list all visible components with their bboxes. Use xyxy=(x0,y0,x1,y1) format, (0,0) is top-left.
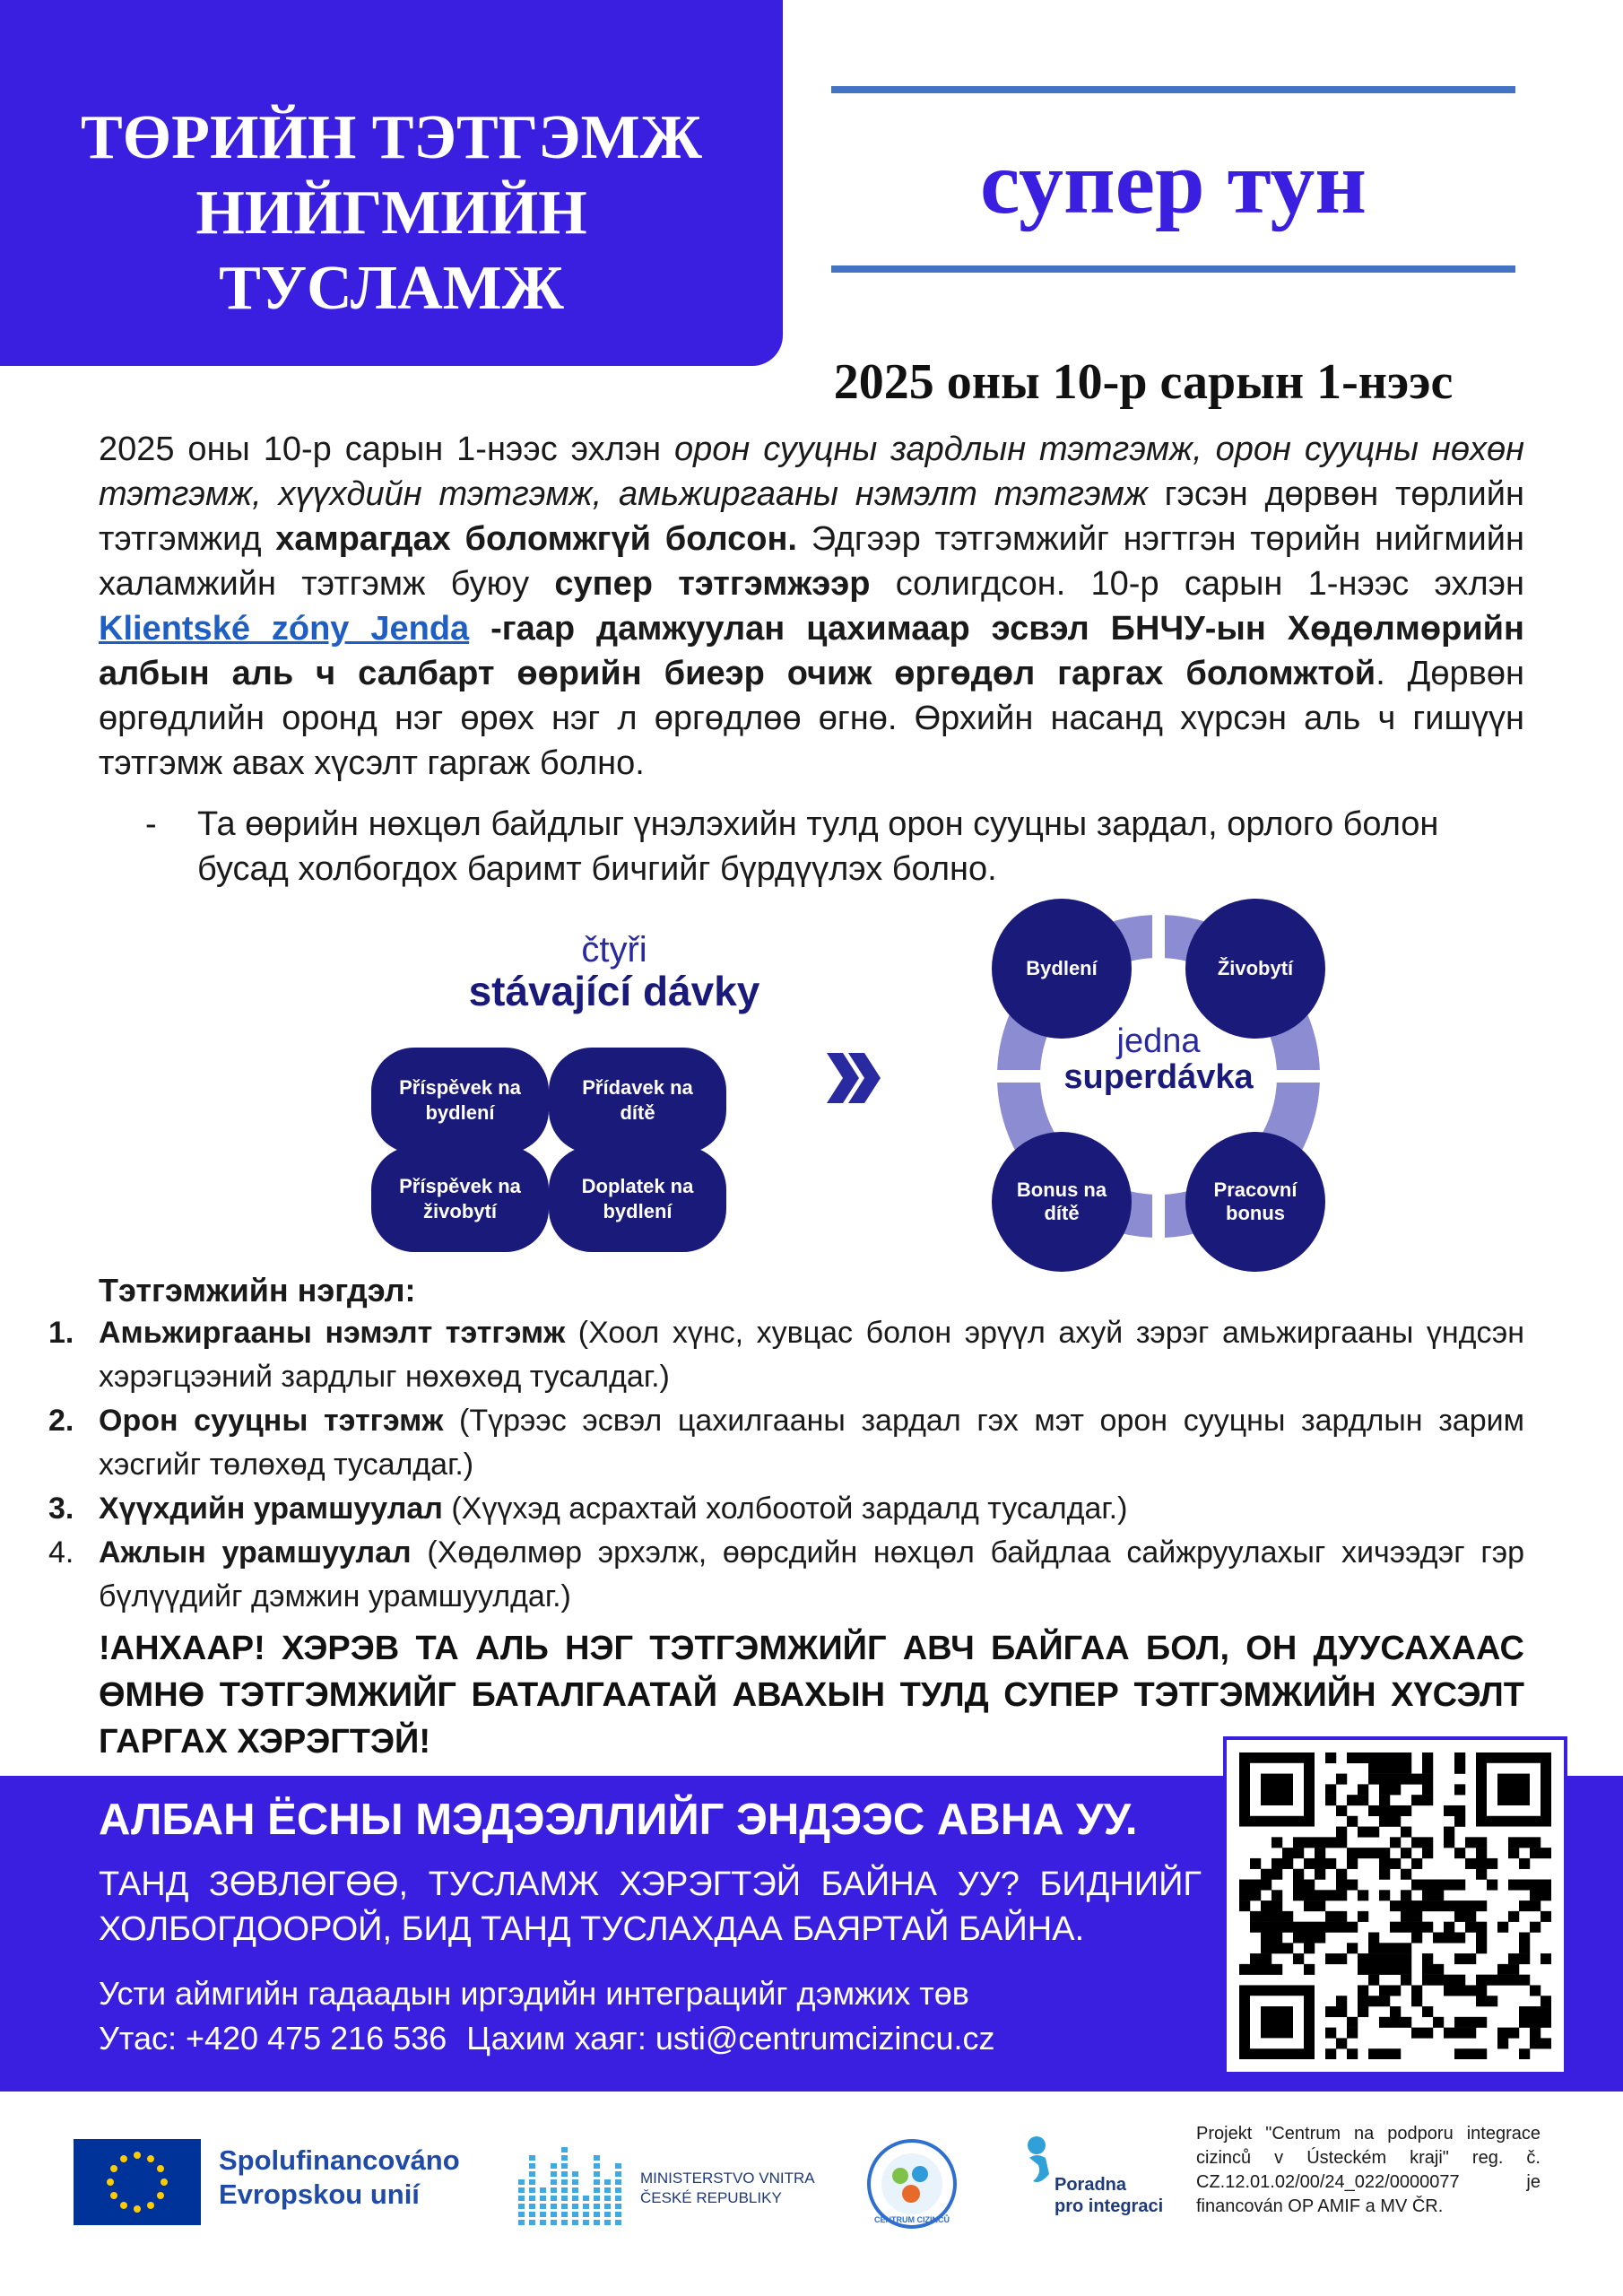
intro-super-benefit: супер тэтгэмжээр xyxy=(554,565,871,603)
date-heading: 2025 оны 10-р сарын 1-нээс xyxy=(833,354,1454,410)
double-chevron-right-icon xyxy=(827,1049,882,1107)
intro-text-a: 2025 оны 10-р сарын 1-нээс эхлэн xyxy=(99,430,675,468)
list-item xyxy=(0,1487,1524,1531)
bullet-text: Та өөрийн нөхцөл байдлыг үнэлэхийн тулд орон сууцны зардал, орлого болон бусад холбогдох баримт бичгийг бүрдүүлэх болно. xyxy=(197,805,1439,888)
organization-name: Усти аймгийн гадаадын иргэдийн интеграцийг дэмжих төв xyxy=(99,1975,969,2012)
list-item xyxy=(0,1531,1524,1619)
components-title: Тэтгэмжийн нэгдэл: xyxy=(99,1272,416,1309)
list-item-title: Хүүхдийн урамшуулал xyxy=(99,1492,443,1526)
intro-application-info: -гаар дамжуулан цахимаар эсвэл БНЧУ-ын Хөдөлмөрийн албын аль ч салбарт өөрийн биеэр очиж өргөдөл гаргах боломжтой xyxy=(99,610,1524,692)
list-text xyxy=(99,1311,1524,1399)
title-line-2: НИЙГМИЙН xyxy=(195,178,587,248)
list-text xyxy=(99,1487,1524,1531)
pill-prispevek-zivobyti xyxy=(371,1146,549,1252)
phone-number: Утас: +420 475 216 536 xyxy=(99,2020,447,2057)
pill-label: Přídavek na dítě xyxy=(582,1076,693,1124)
circle-label: Bydlení xyxy=(1026,957,1098,979)
page-title xyxy=(0,100,783,326)
intro-text-c: гэсэн дөрвөн төрлийн тэтгэмжид xyxy=(99,475,1524,558)
list-item-title: Ажлын урамшуулал xyxy=(99,1535,412,1570)
intro-not-eligible: хамрагдах боломжгүй болсон. xyxy=(275,520,797,558)
diagram-center-subtitle: jedna xyxy=(1116,1022,1201,1060)
list-item-desc: (Түрээс эсвэл цахилгааны зардал гэх мэт орон сууцны зардлын зарим хэсгийг төлөхөд тусалдаг.) xyxy=(99,1404,1524,1482)
list-item xyxy=(0,1399,1524,1487)
list-item-title: Амьжиргааны нэмэлт тэтгэмж xyxy=(99,1316,566,1350)
qr-code[interactable] xyxy=(1223,1736,1567,2075)
list-number: 1. xyxy=(48,1316,74,1350)
diagram-center-title: superdávka xyxy=(1063,1058,1254,1096)
eu-line-1: Spolufinancováno xyxy=(219,2144,460,2176)
intro-benefits-list: орон сууцны зардлын тэтгэмж, орон сууцны нөхөн тэтгэмж, хүүхдийн тэтгэмж, амьжиргааны нэмэлт тэтгэмж xyxy=(99,430,1524,513)
qr-code-icon xyxy=(1239,1752,1551,2059)
help-text: ТАНД ЗӨВЛӨГӨӨ, ТУСЛАМЖ ХЭРЭГТЭЙ БАЙНА УУ? БИДНИЙГ ХОЛБОГДООРОЙ, БИД ТАНД ТУСЛАХДАА БАЯРТАЙ БАЙНА. xyxy=(99,1866,1202,1948)
list-item-title: Орон сууцны тэтгэмж xyxy=(99,1404,444,1438)
ministry-logo-icon xyxy=(515,2139,628,2225)
title-line-3: ТУСЛАМЖ xyxy=(219,254,564,323)
ministry-line-2: ČESKÉ REPUBLIKY xyxy=(640,2189,782,2206)
circle-pracovni-bonus xyxy=(1185,1132,1325,1272)
intro-bullet xyxy=(145,802,1490,891)
pill-label: Příspěvek na živobytí xyxy=(399,1175,521,1222)
list-text xyxy=(99,1399,1524,1487)
bullet-dash: - xyxy=(145,805,157,843)
pill-pridavek-dite xyxy=(549,1048,726,1153)
circle-label: Bonus na dítě xyxy=(1016,1178,1107,1224)
ministry-name xyxy=(640,2169,815,2208)
intro-text-g: солигдсон. 10-р сарын 1-нээс эхлэн xyxy=(870,565,1524,603)
list-number: 2. xyxy=(48,1404,74,1438)
intro-text-e: Эдгээр тэтгэмжийг нэгтгэн төрийн нийгмийн халамжийн тэтгэмж буюу xyxy=(99,520,1524,603)
intro-paragraph xyxy=(99,427,1524,786)
brand-rule-top xyxy=(831,86,1515,93)
title-line-1: ТӨРИЙН ТЭТГЭМЖ xyxy=(81,103,702,172)
poradna-line-1: Poradna xyxy=(1055,2175,1127,2195)
eu-line-2: Evropskou unií xyxy=(219,2179,420,2210)
pill-prispevek-bydleni xyxy=(371,1048,549,1153)
circle-bonus-na-dite xyxy=(992,1132,1132,1272)
list-item-desc: (Хоол хүнс, хувцас болон эрүүл ахуй зэрэг амьжиргааны үндсэн хэрэгцээний зардлыг нөхөхөд тусалдаг.) xyxy=(99,1316,1524,1394)
list-number: 3. xyxy=(48,1492,74,1526)
poradna-name xyxy=(1055,2174,1163,2217)
list-item xyxy=(0,1311,1524,1399)
eu-flag-icon xyxy=(74,2139,201,2225)
components-list xyxy=(0,1311,1524,1619)
centrum-cizincu-label: CENTRUM CIZINCŮ xyxy=(874,2215,950,2224)
brand-rule-bottom xyxy=(831,265,1515,273)
circle-zivobyti xyxy=(1185,899,1325,1039)
project-funding-note: Projekt "Centrum na podporu integrace cizinců v Ústeckém kraji" reg. č. CZ.12.01.02/00/24_022/0000077 je financován OP AMIF a MV ČR. xyxy=(1196,2124,1541,2216)
pill-label: Doplatek na bydlení xyxy=(581,1175,694,1222)
centrum-cizincu-logo-icon xyxy=(866,2138,958,2230)
klientske-zony-link[interactable]: Klientské zóny Jenda xyxy=(99,610,470,648)
circle-bydleni xyxy=(992,899,1132,1039)
diagram-left-subtitle: čtyři xyxy=(581,930,647,970)
intro-text-i: . Дөрвөн өргөдлийн оронд нэг өрөх нэг л өргөдлөө өгнө. Өрхийн насанд хүрсэн аль ч гишүүн тэтгэмж авах хүсэлт гаргаж болно. xyxy=(99,655,1524,782)
email-address[interactable]: Цахим хаяг: usti@centrumcizincu.cz xyxy=(466,2020,995,2057)
poradna-line-2: pro integraci xyxy=(1055,2196,1164,2216)
pill-doplatek-bydleni xyxy=(549,1146,726,1252)
warning-notice: !АНХААР! ХЭРЭВ ТА АЛЬ НЭГ ТЭТГЭМЖИЙГ АВЧ БАЙГАА БОЛ, ОН ДУУСАХААС ӨМНӨ ТЭТГЭМЖИЙГ БАТАЛГААТАЙ АВАХЫН ТУЛД СУПЕР ТЭТГЭМЖИЙН ХҮСЭЛТ ГАРГАХ ХЭРЭГТЭЙ! xyxy=(99,1630,1524,1761)
contact-line xyxy=(99,2018,1014,2059)
circle-label: Živobytí xyxy=(1217,957,1294,979)
eu-cofinanced-text xyxy=(219,2144,460,2212)
pill-label: Příspěvek na bydlení xyxy=(399,1076,521,1124)
list-text xyxy=(99,1531,1524,1619)
official-info-title: АЛБАН ЁСНЫ МЭДЭЭЛЛИЙГ ЭНДЭЭС АВНА УУ. xyxy=(99,1796,1138,1844)
list-item-desc: (Хөдөлмөр эрхэлж, өөрсдийн нөхцөл байдлаа сайжруулахыг хичээдэг гэр бүлүүдийг дэмжин урамшуулдаг.) xyxy=(99,1535,1525,1613)
list-item-desc: (Хүүхэд асрахтай холбоотой зардалд тусалдаг.) xyxy=(442,1492,1128,1526)
diagram-left-title: stávající dávky xyxy=(468,968,760,1014)
list-number: 4. xyxy=(48,1535,74,1570)
ministry-line-1: MINISTERSTVO VNITRA xyxy=(640,2170,815,2187)
circle-label: Pracovní bonus xyxy=(1213,1178,1298,1224)
brand-title: супер тун xyxy=(979,133,1367,232)
